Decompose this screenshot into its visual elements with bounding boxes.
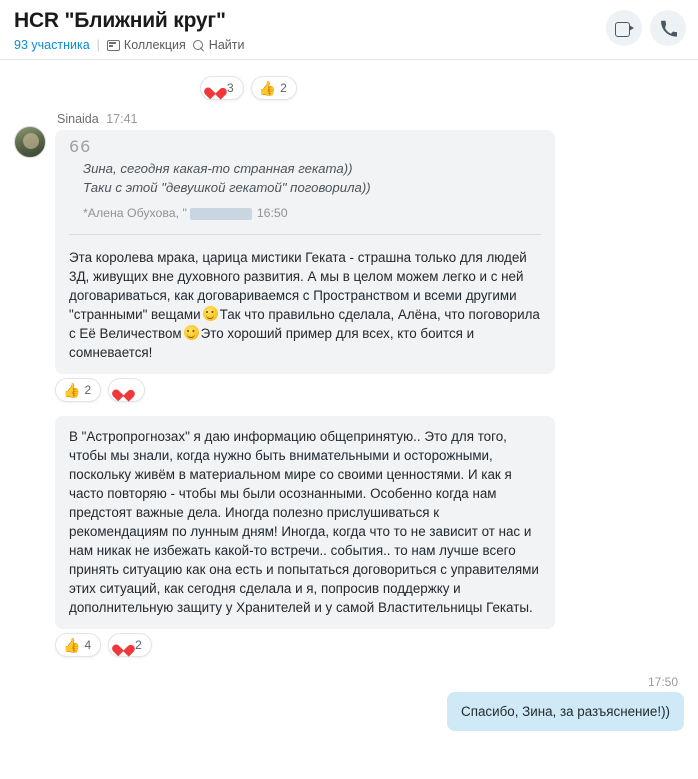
sender-time: 17:41 <box>106 112 138 126</box>
quote-author: *Алена Обухова, " <box>83 206 187 220</box>
thumbs-up-icon: 👍 <box>63 637 81 653</box>
smiley-icon <box>184 325 199 340</box>
search-icon <box>193 40 205 52</box>
reaction-count: 2 <box>84 383 92 397</box>
message-group <box>14 112 684 665</box>
outgoing-row <box>14 692 684 731</box>
sender-name: Sinaida <box>57 112 99 126</box>
quote-divider <box>69 234 541 235</box>
redacted-block <box>190 208 252 220</box>
members-count-link[interactable]: 93 участника <box>14 38 90 52</box>
message-reactions <box>55 378 684 402</box>
reaction-heart[interactable] <box>108 378 145 402</box>
voice-call-icon <box>660 20 677 37</box>
message-list[interactable] <box>0 60 698 779</box>
heart-icon <box>116 383 131 398</box>
reaction-count: 2 <box>135 638 142 652</box>
message-bubble[interactable] <box>55 416 555 629</box>
heart-icon <box>208 81 223 96</box>
search-button[interactable] <box>193 37 245 53</box>
page-title: HCR "Ближний круг" <box>14 9 226 32</box>
reaction-count: 4 <box>84 638 92 652</box>
reaction-thumbs-up[interactable] <box>55 378 101 402</box>
message-bubble[interactable] <box>55 130 555 374</box>
subbar-separator: | <box>96 38 100 52</box>
thumbs-up-icon: 👍 <box>63 382 81 398</box>
header-actions <box>606 10 686 46</box>
smiley-icon <box>203 306 218 321</box>
message-text: В "Астропрогнозах" я даю информацию общепринятую.. Это для того, чтобы мы знали, когда нужно быть внимательными и осторожными, поскольку живём в материальном мире со своими ценностями. И как я часто повторяю - чтобы мы были осознанными. Особенно когда нам предстоят важные дела. Иногда полезно прислушиваться к рекомендациям по лунным дням! Иногда, когда что то не зависит от нас и нам никак не избежать какой-то встречи.. события.. то нам лучше всего принять ситуацию как она есть и попытаться договориться с управителями этих ситуаций, как сегодня сделала и я, попросив поддержку и дополнительную защиту у Хранителей и у самой Властительницы Гекаты. <box>69 429 539 615</box>
reaction-thumbs-up[interactable] <box>55 633 101 657</box>
outgoing-message-bubble[interactable]: Спасибо, Зина, за разъяснение!)) <box>447 692 684 731</box>
avatar[interactable] <box>14 126 46 158</box>
message-reactions <box>55 633 684 657</box>
message-column <box>55 112 684 665</box>
reaction-count: 3 <box>227 81 234 95</box>
quote-mark: 66 <box>69 137 92 156</box>
voice-call-button[interactable] <box>650 10 686 46</box>
quote-line-2: Таки с этой "девушкой гекатой" поговорила)) <box>83 180 371 195</box>
reactions-previous-message <box>200 76 684 100</box>
reaction-heart[interactable] <box>108 633 152 657</box>
quote-attribution <box>83 204 541 223</box>
collection-icon <box>107 40 120 51</box>
collection-button[interactable] <box>107 37 186 53</box>
message-item <box>55 416 684 657</box>
thumbs-up-icon: 👍 <box>258 80 277 96</box>
reaction-thumbs-up[interactable] <box>251 76 297 100</box>
video-call-button[interactable] <box>606 10 642 46</box>
reaction-count: 2 <box>280 81 287 95</box>
collection-label: Коллекция <box>123 38 186 52</box>
message-text: Эта королева мрака, царица мистики Геката - страшна только для людей 3Д, живущих вне духовного развития. А мы в целом можем легко и с ней договариваться, как договариваемся с Пространством и всеми другими "странными" вещами Так что правильно сделала, Алёна, что поговорила с Её Величеством Это хороший пример для всех, кто боится и сомневается! <box>69 250 540 360</box>
search-label: Найти <box>208 38 245 52</box>
quote-time: 16:50 <box>256 206 288 220</box>
heart-icon <box>116 638 131 653</box>
message-item <box>55 130 684 402</box>
header-subbar <box>14 37 684 53</box>
outgoing-time: 17:50 <box>647 675 678 689</box>
quote-line-1: Зина, сегодня какая-то странная геката)) <box>83 161 353 176</box>
sender-line <box>57 112 684 126</box>
reaction-heart[interactable] <box>200 76 244 100</box>
video-call-icon <box>615 22 634 35</box>
chat-header <box>0 0 698 60</box>
